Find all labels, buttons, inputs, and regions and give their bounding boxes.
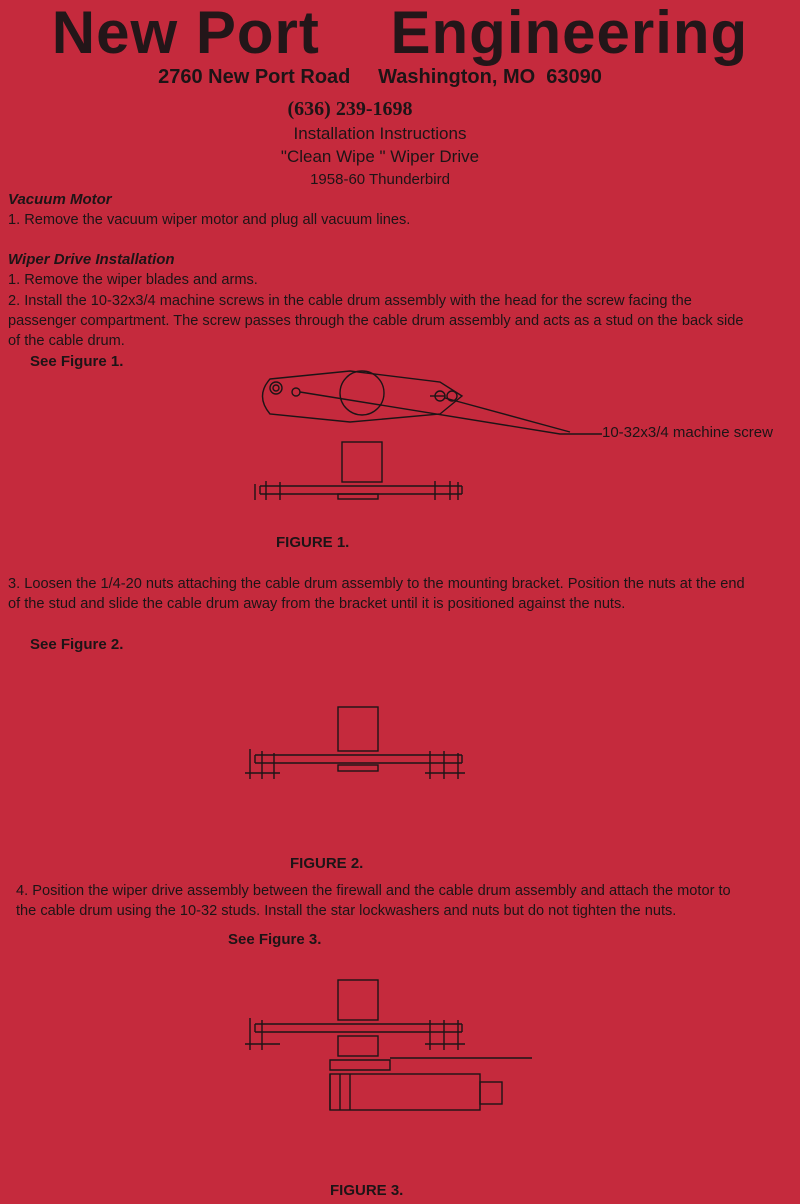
figure-1-callout: 10-32x3/4 machine screw bbox=[602, 424, 773, 441]
figure-2-caption: FIGURE 2. bbox=[290, 855, 364, 872]
wiper-step-2: 2. Install the 10-32x3/4 machine screws in the cable drum assembly with the head for the screw facing the passenger compartment. The screw passes through the cable drum assembly and acts as a stud on the back side of the cable drum. bbox=[8, 293, 744, 349]
see-figure-1: See Figure 1. bbox=[30, 353, 124, 370]
wiper-step-4: 4. Position the wiper drive assembly between the firewall and the cable drum assembly and attach the motor to the cable drum using the 10-32 studs. Install the star lockwashers and nuts but do not tighten the nuts. bbox=[16, 883, 731, 919]
figure-1-caption: FIGURE 1. bbox=[276, 534, 350, 551]
see-figure-3: See Figure 3. bbox=[228, 931, 322, 948]
wiper-step-3: 3. Loosen the 1/4-20 nuts attaching the cable drum assembly to the mounting bracket. Position the nuts at the end of the stud and slide the cable drum away from the bracket until it is positioned against the nuts. bbox=[8, 576, 745, 612]
company-phone: (636) 239-1698 bbox=[287, 98, 413, 120]
see-figure-2: See Figure 2. bbox=[30, 636, 124, 653]
wiper-step-1: 1. Remove the wiper blades and arms. bbox=[8, 272, 258, 288]
company-name: New Port Engineering bbox=[51, 0, 749, 66]
figure-3-drawing bbox=[240, 978, 540, 1128]
figure-3-caption: FIGURE 3. bbox=[330, 1182, 404, 1199]
product-name: "Clean Wipe " Wiper Drive bbox=[280, 147, 480, 166]
section-heading-wiper-drive: Wiper Drive Installation bbox=[8, 251, 175, 268]
figure-2-drawing bbox=[240, 705, 480, 790]
document-type: Installation Instructions bbox=[293, 124, 467, 143]
section-heading-vacuum-motor: Vacuum Motor bbox=[8, 191, 112, 208]
vehicle-model: 1958-60 Thunderbird bbox=[310, 171, 450, 188]
company-address: 2760 New Port Road Washington, MO 63090 bbox=[158, 66, 602, 88]
vacuum-step-1: 1. Remove the vacuum wiper motor and plug all vacuum lines. bbox=[8, 212, 411, 228]
